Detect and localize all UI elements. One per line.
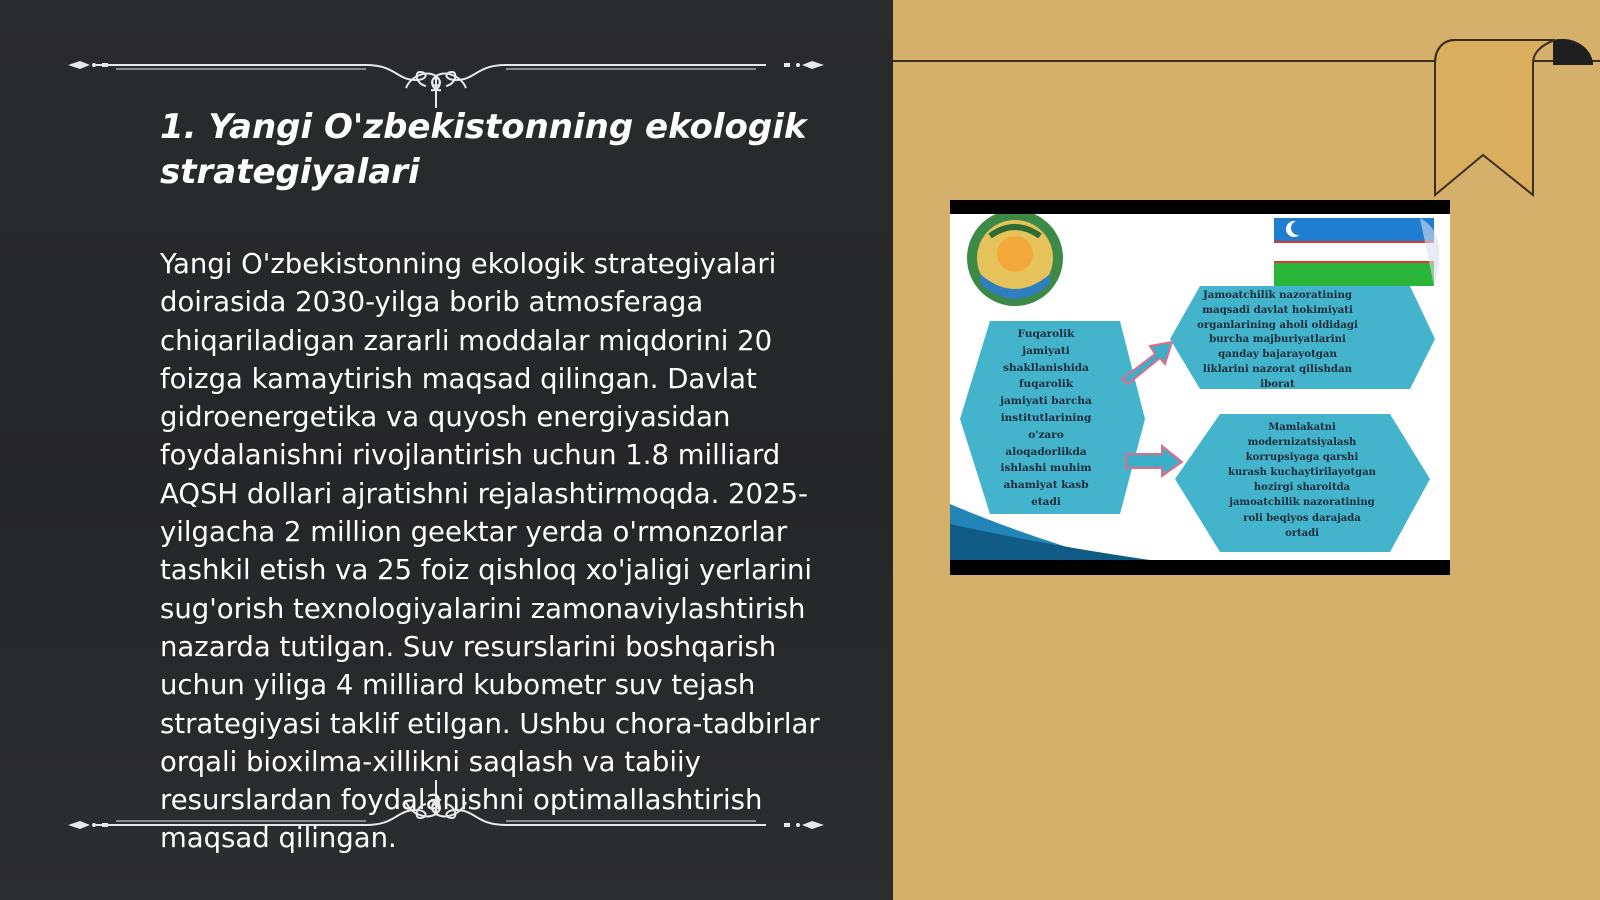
right-panel	[893, 0, 1600, 900]
slide-figure	[950, 200, 1450, 575]
ribbon-bookmark-icon	[1433, 35, 1593, 200]
slide-body-text: Yangi O'zbekistonning ekologik strategiyalari doirasida 2030-yilga borib atmosferaga chiqariladigan zararli moddalar miqdorini 20 foizga kamaytirish maqsad qilingan. Davlat gidroenergetika va quyosh energiyasidan foydalanishni rivojlantirish uchun 1.8 milliard AQSH dollari ajratishni rejalashtirmoqda. 2025-yilgacha 2 million geektar yerda o'rmonzorlar tashkil etish va 25 foiz qishloq xo'jaligi yerlarini sug'orish texnologiyalarini zamonaviylashtirish nazarda tutilgan. Suv resurslarini boshqarish uchun yiliga 4 milliard kubometr suv tejash strategiyasi taklif etilgan. Ushbu chora-tadbirlar orqali bioxilma-xillikni saqlash va tabiiy resurslardan foydalanishni optimallashtirish maqsad qilingan.	[160, 248, 820, 855]
figure-content	[950, 214, 1450, 560]
bottom-flourish-ornament	[66, 780, 826, 840]
uzbekistan-flag-icon	[1274, 218, 1440, 286]
hexagon-bottom-right-text: Mamlakatni modernizatsiyalash korrupsiyaga qarshi kurash kuchaytirilayotgan hozirgi sharoitda jamoatchilik nazoratining roli beqiyos darajada ortadi	[1228, 422, 1376, 539]
uzbekistan-emblem-icon	[967, 214, 1063, 306]
slide-title: 1. Yangi O'zbekistonning ekologik strategiyalari	[160, 107, 807, 192]
hexagon-top-right-text: Jamoatchilik nazoratining maqsadi davlat hokimiyati organlarining aholi oldidagi burcha majburiyatlarini qanday bajarayotgan liklarini nazorat qilishdan iborat	[1197, 289, 1358, 390]
hexagon-left-text: Fuqarolik jamiyati shakllanishida fuqarolik jamiyati barcha institutlarining o'zaro aloqadorlikda ishlashi muhim ahamiyat kasb etadi	[1000, 328, 1092, 508]
